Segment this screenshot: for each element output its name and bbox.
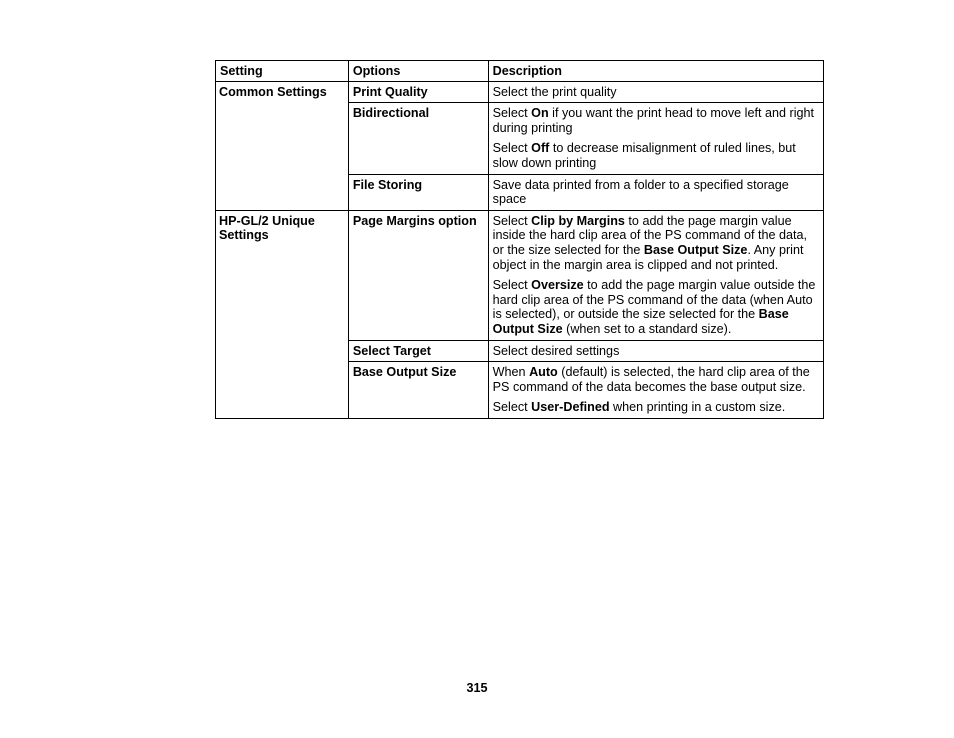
description-paragraph: When Auto (default) is selected, the hard clip area of the PS command of the data becomes the base output size.	[492, 365, 810, 394]
header-row	[216, 61, 824, 82]
description-file-storing	[488, 174, 823, 210]
header-setting: Setting	[216, 61, 349, 82]
description-page-margins	[488, 210, 823, 340]
settings-table	[215, 60, 824, 419]
bold-term: Clip by Margins	[531, 213, 625, 228]
option-print-quality: Print Quality	[348, 81, 488, 103]
option-file-storing: File Storing	[348, 174, 488, 210]
bold-term: Base Output Size	[643, 242, 748, 257]
bold-term: Off	[531, 141, 550, 156]
description-paragraph: Select User-Defined when printing in a custom size.	[492, 400, 786, 415]
description-print-quality	[488, 81, 823, 103]
bold-term: Base Output Size	[492, 307, 789, 336]
table-row	[216, 210, 824, 340]
description-paragraph: Select the print quality	[492, 84, 617, 99]
setting-common-settings: Common Settings	[216, 81, 349, 210]
description-paragraph: Select Oversize to add the page margin value outside the hard clip area of the PS command of the data (when Auto is selected), or outside the size selected for the Base Output Size (when set to a standard size).	[492, 278, 816, 336]
description-bidirectional	[488, 103, 823, 174]
bold-term: Oversize	[531, 278, 584, 293]
bold-term: On	[531, 106, 549, 121]
option-base-output-size: Base Output Size	[348, 362, 488, 419]
description-paragraph: Save data printed from a folder to a specified storage space	[492, 177, 789, 207]
option-bidirectional: Bidirectional	[348, 103, 488, 174]
description-base-output-size	[488, 362, 823, 419]
bold-term: User-Defined	[531, 400, 610, 415]
table-body	[216, 81, 824, 418]
header-options: Options	[348, 61, 488, 82]
page-number: 315	[466, 681, 488, 695]
bold-term: Auto	[529, 365, 558, 380]
table-row	[216, 81, 824, 103]
description-paragraph: Select desired settings	[492, 343, 620, 358]
description-select-target	[488, 340, 823, 362]
option-select-target: Select Target	[348, 340, 488, 362]
description-paragraph: Select On if you want the print head to move left and right during printing	[492, 106, 814, 135]
description-paragraph: Select Clip by Margins to add the page margin value inside the hard clip area of the PS command of the data, or the size selected for the Base Output Size. Any print object in the margin area is clipped and not printed.	[492, 213, 807, 272]
setting-hpgl2-unique-settings: HP-GL/2 Unique Settings	[216, 210, 349, 418]
option-page-margins: Page Margins option	[348, 210, 488, 340]
description-paragraph: Select Off to decrease misalignment of ruled lines, but slow down printing	[492, 141, 796, 170]
table-header	[216, 61, 824, 82]
header-description: Description	[488, 61, 823, 82]
